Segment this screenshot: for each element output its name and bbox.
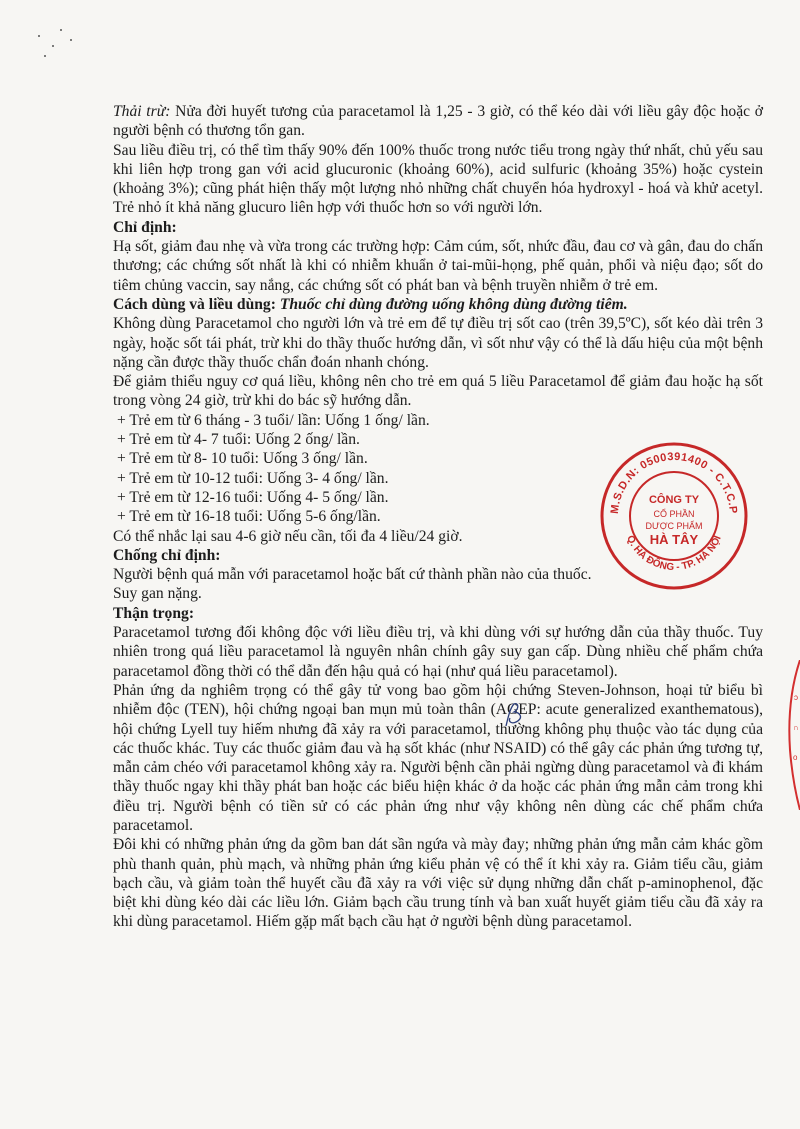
contraindication-line: Người bệnh quá mẫn với paracetamol hoặc bất cứ thành phần nào của thuốc. xyxy=(113,566,592,584)
dosage-item: + Trẻ em từ 4- 7 tuổi: Uống 2 ống/ lần. xyxy=(117,431,360,449)
precautions-paragraph-1: Paracetamol tương đối không độc với liều điều trị, và khi dùng với sự hướng dẫn của thầy thuốc. Tuy nhiên trong quá liều paracetamol là nguyên nhân chính gây suy gan cấp. Dùng nhiều chế phẩm chứa paracetamol đồng thời có thể dẫn đến hậu quả có hại (như quá liều paracetamol). xyxy=(113,624,763,680)
dosage-paragraph-2: Để giảm thiểu nguy cơ quá liều, không nên cho trẻ em quá 5 liều Paracetamol để giảm đau hoặc hạ sốt trong vòng 24 giờ, trừ khi do bác sỹ hướng dẫn. xyxy=(113,373,763,410)
dosage-paragraph-1: Không dùng Paracetamol cho người lớn và trẻ em để tự điều trị sốt cao (trên 39,5ºC), sốt kéo dài trên 3 ngày, hoặc sốt tái phát, trừ khi do thầy thuốc hướng dẫn, vì sốt như vậy có thể là dấu hiệu của một bệnh nặng cần được thầy thuốc chẩn đoán nhanh chóng. xyxy=(113,315,763,371)
precautions-paragraph-3: Đôi khi có những phản ứng da gồm ban dát sần ngứa và mày đay; những phản ứng mẫn cảm khác gồm phù thanh quản, phù mạch, và những phản ứng kiểu phản vệ có thể ít khi xảy ra. Giảm tiểu cầu, giảm bạch cầu, và giảm toàn thể huyết cầu đã xảy ra với việc sử dụng những dẫn chất p-aminophenol, đặc biệt khi dùng kéo dài các liều lớn. Giảm bạch cầu trung tính và ban xuất huyết giảm tiểu cầu đã xảy ra khi dùng paracetamol. Hiếm gặp mất bạch cầu hạt ở người bệnh dùng paracetamol. xyxy=(113,836,763,931)
excretion-paragraph: Sau liều điều trị, có thể tìm thấy 90% đến 100% thuốc trong nước tiểu trong ngày thứ nhất, chủ yếu sau khi liên hợp trong gan với acid glucuronic (khoảng 60%), acid sulfuric (khoảng 35%) hoặc cystein (khoảng 3%); cũng phát hiện thấy một lượng nhỏ những chất chuyển hóa hydroxyl - hoá và khử acetyl. Trẻ nhỏ ít khả năng glucuro liên hợp với thuốc hơn so với người lớn. xyxy=(113,141,763,217)
precautions-heading: Thận trọng: xyxy=(113,604,195,622)
svg-text:∩: ∩ xyxy=(793,723,799,732)
dosage-item: + Trẻ em từ 12-16 tuổi: Uống 4- 5 ống/ lần. xyxy=(117,488,389,506)
indications-text: Hạ sốt, giảm đau nhẹ và vừa trong các trường hợp: Cảm cúm, sốt, nhức đầu, đau cơ và gân, đau do chấn thương; các chứng sốt nhất là khi có nhiễm khuẩn ở tai-mũi-họng, phế quản, phổi và niệu đạo; sốt do tiêm chủng vaccin, say nắng, các chứng sốt có phát ban và bệnh truyền nhiễm ở trẻ em. xyxy=(113,238,763,294)
dosage-repeat: Có thể nhắc lại sau 4-6 giờ nếu cần, tối đa 4 liều/24 giờ. xyxy=(113,527,463,545)
contraindication-line: Suy gan nặng. xyxy=(113,585,202,603)
company-stamp xyxy=(598,440,750,592)
stamp-top-arc: M.S.D.N: 0500391400 - C.T.C.P xyxy=(608,450,740,515)
precautions-paragraph-2: Phản ứng da nghiêm trọng có thể gây tử vong bao gồm hội chứng Steven-Johnson, hoại tử biểu bì nhiễm độc (TEN), hội chứng ngoại ban mụn mủ toàn thân (AGEP: acute generalized exanthematous), hội chứng Lyell tuy hiếm nhưng đã xảy ra với paracetamol, thường không phụ thuộc vào tác dụng của các thuốc khác. Tuy các thuốc giảm đau và hạ sốt khác (như NSAID) có thể gây các phản ứng tương tự, mẫn cảm chéo với paracetamol không xảy ra. Người bệnh cần phải ngừng dùng paracetamol và đi khám thầy thuốc ngay khi thầy phát ban hoặc các biểu hiện khác ở da hoặc các phản ứng mẫn cảm trong khi điều trị. Người bệnh có tiền sử có các phản ứng như vậy không nên dùng các chế phẩm chứa paracetamol. xyxy=(113,681,763,834)
dosage-item: + Trẻ em từ 10-12 tuổi: Uống 3- 4 ống/ lần. xyxy=(117,469,389,487)
elimination-label: Thải trừ: xyxy=(113,103,171,120)
handwritten-initial xyxy=(500,700,528,730)
stamp-line-1: CÔNG TY xyxy=(648,494,700,506)
stamp-line-4: HÀ TÂY xyxy=(649,532,699,547)
stamp-bottom-arc: Q. HÀ ĐÔNG - TP. HÀ NỘI xyxy=(624,533,724,574)
stamp-line-3: DƯỢC PHẨM xyxy=(645,521,703,531)
edge-stamp-fragment xyxy=(784,660,800,810)
dosage-item: + Trẻ em từ 6 tháng - 3 tuổi/ lần: Uống 1 ống/ lần. xyxy=(117,411,430,429)
svg-text:ɔ: ɔ xyxy=(794,693,798,702)
contraindications-heading: Chống chỉ định: xyxy=(113,546,221,564)
elimination-text: Nửa đời huyết tương của paracetamol là 1,25 - 3 giờ, có thể kéo dài với liều gây độc hoặc ở người bệnh có thương tổn gan. xyxy=(113,103,763,140)
dosage-item: + Trẻ em từ 16-18 tuổi: Uống 5-6 ống/lần. xyxy=(117,508,381,526)
dosage-heading-label: Cách dùng và liều dùng: xyxy=(113,295,276,313)
dosage-item: + Trẻ em từ 8- 10 tuổi: Uống 3 ống/ lần. xyxy=(117,450,368,468)
scan-specks xyxy=(30,25,80,65)
stamp-line-2: CỔ PHẦN xyxy=(653,509,695,519)
dosage-heading xyxy=(113,295,763,314)
dosage-heading-note: Thuốc chỉ dùng đường uống không dùng đường tiêm. xyxy=(279,295,628,313)
svg-text:o: o xyxy=(793,753,798,762)
indications-heading: Chỉ định: xyxy=(113,218,177,236)
elimination-paragraph xyxy=(113,102,763,141)
